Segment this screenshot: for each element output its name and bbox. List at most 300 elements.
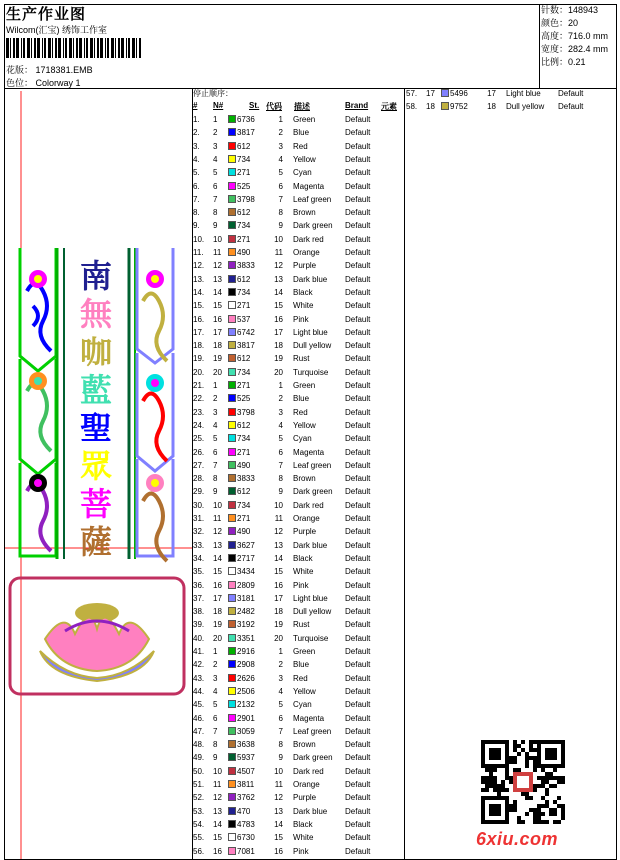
color-swatch xyxy=(228,394,236,402)
cell-st: 490 xyxy=(237,248,251,257)
cell-code: 14 xyxy=(274,287,283,297)
table-row xyxy=(193,381,408,394)
cell-num: 5 xyxy=(213,700,218,710)
cell-brand: Default xyxy=(345,846,371,856)
table-row xyxy=(193,620,408,633)
cell-desc: Magenta xyxy=(293,181,325,191)
table-row xyxy=(193,421,408,434)
cell-st: 271 xyxy=(237,447,251,457)
cell-seq: 10. xyxy=(193,234,205,244)
cell-st: 734 xyxy=(237,434,251,444)
cell-brand: Default xyxy=(345,115,371,124)
table-row xyxy=(193,700,408,713)
cell-code: 3 xyxy=(278,673,283,683)
cell-st: 470 xyxy=(237,806,251,816)
cell-desc: Magenta xyxy=(293,713,325,723)
cell-num: 14 xyxy=(213,819,222,829)
color-swatch xyxy=(228,248,236,256)
cell-num: 18 xyxy=(213,341,222,351)
cell-code: 8 xyxy=(278,474,283,484)
cell-brand: Default xyxy=(345,381,371,390)
cell-num: 6 xyxy=(213,713,218,723)
cell-num: 4 xyxy=(213,686,218,696)
table-row xyxy=(193,740,408,753)
cell-desc: Yellow xyxy=(293,154,316,164)
design-value: 1718381.EMB xyxy=(35,65,93,75)
design-label: 花版 xyxy=(6,65,25,75)
col-seq: # xyxy=(193,101,198,110)
site-watermark: 6xiu.com xyxy=(476,829,559,849)
cell-seq: 58. xyxy=(406,102,418,112)
cell-code: 3 xyxy=(278,407,283,417)
cell-st: 4507 xyxy=(237,766,255,776)
cell-num: 17 xyxy=(213,593,222,603)
table-row xyxy=(193,674,408,687)
table-row xyxy=(193,288,408,301)
table-row xyxy=(193,581,408,594)
cell-desc: Black xyxy=(293,287,313,297)
cell-desc: Dull yellow xyxy=(293,341,332,351)
cell-brand: Default xyxy=(345,673,371,683)
cell-num: 12 xyxy=(213,793,222,803)
cell-num: 7 xyxy=(213,194,218,204)
cell-brand: Default xyxy=(345,354,371,364)
cell-code: 13 xyxy=(274,540,283,550)
color-swatch xyxy=(228,660,236,668)
col-code: 代码 xyxy=(266,102,282,111)
cell-code: 20 xyxy=(274,367,283,377)
cell-st: 734 xyxy=(237,287,251,297)
table-row xyxy=(193,714,408,727)
page-title: 生产作业图 xyxy=(6,6,87,23)
cell-num: 11 xyxy=(213,248,222,257)
col-brand: Brand xyxy=(345,101,369,110)
cell-code: 16 xyxy=(274,580,283,590)
cell-desc: Blue xyxy=(293,394,310,404)
cell-desc: White xyxy=(293,833,314,843)
cell-brand: Default xyxy=(345,128,371,138)
cell-code: 9 xyxy=(278,753,283,763)
cell-seq: 41. xyxy=(193,647,205,656)
cell-brand: Default xyxy=(345,181,371,191)
color-swatch xyxy=(228,408,236,416)
color-swatch xyxy=(228,687,236,695)
cell-brand: Default xyxy=(345,420,371,430)
color-swatch xyxy=(228,474,236,482)
cell-brand: Default xyxy=(345,620,371,630)
cell-st: 3627 xyxy=(237,540,255,550)
colorway-label: 色位 xyxy=(6,78,25,88)
cell-desc: Dull yellow xyxy=(293,607,332,617)
cell-desc: Orange xyxy=(293,780,320,789)
cell-seq: 12. xyxy=(193,261,205,271)
color-swatch xyxy=(228,275,236,283)
cell-st: 2908 xyxy=(237,660,255,670)
table-row xyxy=(193,527,408,540)
cell-brand: Default xyxy=(345,540,371,550)
cell-brand: Default xyxy=(345,780,371,789)
cell-st: 271 xyxy=(237,234,251,244)
cell-desc: Green xyxy=(293,647,316,656)
lotus-icon xyxy=(40,603,154,681)
cell-num: 8 xyxy=(213,474,218,484)
cell-desc: White xyxy=(293,567,314,577)
color-swatch xyxy=(228,620,236,628)
cell-st: 612 xyxy=(237,487,251,497)
cell-seq: 55. xyxy=(193,833,205,843)
stat-stitches: 针数：148943 xyxy=(541,5,599,15)
cell-num: 16 xyxy=(213,846,222,856)
table-row xyxy=(193,793,408,806)
color-swatch xyxy=(228,434,236,442)
cell-desc: Dark blue xyxy=(293,806,328,816)
cell-code: 18 xyxy=(274,607,283,617)
table-row xyxy=(193,315,408,328)
cell-desc: Dark green xyxy=(293,753,333,763)
table-row xyxy=(193,182,408,195)
cell-desc: Turquoise xyxy=(293,633,329,643)
cell-code: 1 xyxy=(278,115,283,124)
cell-seq: 3. xyxy=(193,141,200,151)
cell-brand: Default xyxy=(345,367,371,377)
cell-num: 14 xyxy=(213,287,222,297)
cell-st: 6736 xyxy=(237,115,255,124)
cell-st: 3811 xyxy=(237,780,255,789)
cell-desc: Dark blue xyxy=(293,540,328,550)
cell-seq: 7. xyxy=(193,194,200,204)
cell-desc: Red xyxy=(293,673,308,683)
cell-st: 5496 xyxy=(450,89,468,98)
stats-panel xyxy=(541,4,608,69)
color-swatch xyxy=(228,142,236,150)
cell-st: 3059 xyxy=(237,726,255,736)
table-row xyxy=(193,155,408,168)
table-row xyxy=(193,354,408,367)
cell-desc: Dark red xyxy=(293,500,324,510)
cell-code: 4 xyxy=(278,420,283,430)
cell-st: 271 xyxy=(237,168,251,178)
cell-desc: Cyan xyxy=(293,434,312,444)
cell-st: 271 xyxy=(237,381,251,390)
cell-num: 19 xyxy=(213,354,222,364)
cell-num: 3 xyxy=(213,141,218,151)
color-swatch xyxy=(228,315,236,323)
cell-seq: 33. xyxy=(193,540,205,550)
left-banner xyxy=(20,248,56,556)
cell-seq: 47. xyxy=(193,726,205,736)
color-swatch xyxy=(228,567,236,575)
cell-desc: Dark green xyxy=(293,221,333,231)
cell-num: 11 xyxy=(213,514,222,523)
sutra-characters xyxy=(80,257,113,561)
color-swatch xyxy=(228,820,236,828)
cell-code: 19 xyxy=(274,354,283,364)
cell-desc: White xyxy=(293,301,314,311)
cell-desc: Brown xyxy=(293,740,316,750)
cell-code: 11 xyxy=(274,248,283,257)
cell-desc: Yellow xyxy=(293,420,316,430)
table-row xyxy=(193,461,408,474)
cell-num: 18 xyxy=(426,102,435,112)
cell-num: 5 xyxy=(213,434,218,444)
table-row xyxy=(193,634,408,647)
sutra-character: 聖 xyxy=(79,409,113,447)
cell-code: 8 xyxy=(278,208,283,218)
cell-code: 15 xyxy=(274,833,283,843)
cell-num: 10 xyxy=(213,234,222,244)
cell-num: 10 xyxy=(213,500,222,510)
cell-desc: Brown xyxy=(293,474,316,484)
cell-st: 3817 xyxy=(237,128,255,138)
cell-code: 12 xyxy=(274,261,283,271)
cell-seq: 18. xyxy=(193,341,205,351)
cell-num: 2 xyxy=(213,660,218,670)
cell-code: 6 xyxy=(278,447,283,457)
table-row xyxy=(193,687,408,700)
color-swatch xyxy=(228,833,236,841)
cell-st: 612 xyxy=(237,141,251,151)
cell-brand: Default xyxy=(345,553,371,563)
color-swatch xyxy=(228,208,236,216)
cell-brand: Default xyxy=(345,740,371,750)
cell-code: 14 xyxy=(274,819,283,829)
cell-desc: Dark green xyxy=(293,487,333,497)
cell-num: 7 xyxy=(213,726,218,736)
cell-st: 3434 xyxy=(237,567,255,577)
color-swatch xyxy=(228,753,236,761)
cell-num: 3 xyxy=(213,673,218,683)
cell-desc: Leaf green xyxy=(293,726,332,736)
table-row xyxy=(193,341,408,354)
color-swatch xyxy=(228,674,236,682)
cell-num: 6 xyxy=(213,181,218,191)
cell-desc: Brown xyxy=(293,208,316,218)
embroidery-preview xyxy=(5,91,192,859)
cell-code: 19 xyxy=(274,620,283,630)
cell-desc: Yellow xyxy=(293,686,316,696)
cell-code: 16 xyxy=(274,314,283,324)
cell-num: 14 xyxy=(213,553,222,563)
barcode-icon xyxy=(6,38,142,58)
color-swatch xyxy=(228,168,236,176)
cell-desc: Orange xyxy=(293,248,320,257)
color-swatch xyxy=(228,554,236,562)
cell-desc: Purple xyxy=(293,527,317,537)
cell-st: 2717 xyxy=(237,553,255,563)
cell-desc: Blue xyxy=(293,128,310,138)
table-row xyxy=(193,115,408,128)
table-row xyxy=(193,541,408,554)
cell-code: 16 xyxy=(274,846,283,856)
table-row xyxy=(193,554,408,567)
cell-num: 15 xyxy=(213,567,222,577)
cell-st: 490 xyxy=(237,460,251,470)
table-row xyxy=(193,780,408,793)
cell-code: 2 xyxy=(278,394,283,404)
cell-st: 490 xyxy=(237,527,251,537)
cell-num: 8 xyxy=(213,740,218,750)
color-swatch xyxy=(228,793,236,801)
stat-scale: 比例：0.21 xyxy=(541,57,586,67)
col-num: N# xyxy=(213,101,224,110)
cell-code: 9 xyxy=(278,487,283,497)
color-swatch xyxy=(228,288,236,296)
cell-num: 11 xyxy=(213,780,222,789)
cell-seq: 23. xyxy=(193,407,205,417)
cell-code: 18 xyxy=(487,102,496,112)
cell-code: 10 xyxy=(274,234,283,244)
cell-st: 3638 xyxy=(237,740,255,750)
cell-seq: 24. xyxy=(193,420,205,430)
color-swatch xyxy=(228,421,236,429)
cell-num: 12 xyxy=(213,261,222,271)
cell-brand: Default xyxy=(345,833,371,843)
color-swatch xyxy=(228,541,236,549)
cell-st: 7081 xyxy=(237,846,255,856)
cell-brand: Default xyxy=(345,713,371,723)
cell-brand: Default xyxy=(345,633,371,643)
sutra-character: 咖 xyxy=(79,333,113,371)
cell-brand: Default xyxy=(345,141,371,151)
cell-st: 612 xyxy=(237,354,251,364)
cell-code: 15 xyxy=(274,301,283,311)
cell-num: 13 xyxy=(213,274,222,284)
cell-brand: Default xyxy=(345,726,371,736)
cell-brand: Default xyxy=(345,234,371,244)
cell-seq: 21. xyxy=(193,381,205,390)
cell-seq: 16. xyxy=(193,314,205,324)
color-swatch xyxy=(228,368,236,376)
cell-code: 9 xyxy=(278,221,283,231)
cell-st: 3762 xyxy=(237,793,255,803)
cell-desc: Pink xyxy=(293,314,309,324)
cell-brand: Default xyxy=(345,168,371,178)
cell-seq: 52. xyxy=(193,793,205,803)
table-row xyxy=(193,847,408,860)
cell-st: 2506 xyxy=(237,686,255,696)
cell-num: 9 xyxy=(213,221,218,231)
cell-brand: Default xyxy=(345,766,371,776)
cell-num: 1 xyxy=(213,115,218,124)
color-swatch xyxy=(441,102,449,110)
table-row xyxy=(193,168,408,181)
cell-num: 19 xyxy=(213,620,222,630)
table-row xyxy=(193,275,408,288)
color-swatch xyxy=(228,700,236,708)
cell-st: 3817 xyxy=(237,341,255,351)
cell-brand: Default xyxy=(345,567,371,577)
color-swatch xyxy=(228,607,236,615)
col-stitches: St. xyxy=(249,101,260,110)
col-element: 元素 xyxy=(381,102,397,111)
cell-seq: 49. xyxy=(193,753,205,763)
cell-brand: Default xyxy=(345,447,371,457)
cell-seq: 57. xyxy=(406,89,418,98)
cell-st: 3798 xyxy=(237,194,255,204)
cell-st: 2809 xyxy=(237,580,255,590)
cell-seq: 28. xyxy=(193,474,205,484)
cell-desc: Green xyxy=(293,381,316,390)
color-swatch xyxy=(441,89,449,97)
cell-st: 6742 xyxy=(237,327,255,337)
table-row xyxy=(193,221,408,234)
cell-num: 9 xyxy=(213,753,218,763)
stats-divider xyxy=(539,4,540,88)
cell-st: 2901 xyxy=(237,713,255,723)
cell-brand: Default xyxy=(345,194,371,204)
cell-desc: Light blue xyxy=(293,327,328,337)
table-row xyxy=(193,408,408,421)
cell-brand: Default xyxy=(345,460,371,470)
cell-brand: Default xyxy=(345,806,371,816)
table-row xyxy=(193,301,408,314)
cell-code: 10 xyxy=(274,500,283,510)
cell-brand: Default xyxy=(345,686,371,696)
cell-num: 10 xyxy=(213,766,222,776)
cell-seq: 32. xyxy=(193,527,205,537)
cell-brand: Default xyxy=(345,407,371,417)
table-row xyxy=(193,394,408,407)
table-row xyxy=(193,514,408,527)
stat-width: 宽度：282.4 mm xyxy=(541,44,609,54)
cell-st: 2482 xyxy=(237,607,255,617)
cell-brand: Default xyxy=(345,753,371,763)
color-swatch xyxy=(228,780,236,788)
cell-st: 612 xyxy=(237,208,251,218)
cell-num: 16 xyxy=(213,314,222,324)
cell-seq: 8. xyxy=(193,208,200,218)
color-swatch xyxy=(228,381,236,389)
cell-num: 5 xyxy=(213,168,218,178)
cell-seq: 4. xyxy=(193,154,200,164)
cell-brand: Default xyxy=(345,154,371,164)
cell-st: 2916 xyxy=(237,647,255,656)
cell-num: 20 xyxy=(213,367,222,377)
table-row xyxy=(193,594,408,607)
cell-brand: Default xyxy=(558,89,584,98)
cell-code: 7 xyxy=(278,726,283,736)
color-swatch xyxy=(228,448,236,456)
cell-brand: Default xyxy=(345,261,371,271)
table-row xyxy=(193,487,408,500)
stop-sequence-label: 停止顺序： xyxy=(193,89,233,98)
cell-st: 612 xyxy=(237,274,251,284)
color-swatch xyxy=(228,221,236,229)
cell-num: 8 xyxy=(213,208,218,218)
sutra-character: 眾 xyxy=(79,447,113,485)
stat-height: 高度：716.0 mm xyxy=(541,31,609,41)
cell-st: 271 xyxy=(237,301,251,311)
stop-sequence-table xyxy=(193,88,403,858)
cell-code: 3 xyxy=(278,141,283,151)
color-swatch xyxy=(228,235,236,243)
cell-seq: 25. xyxy=(193,434,205,444)
color-swatch xyxy=(228,195,236,203)
cell-seq: 5. xyxy=(193,168,200,178)
cell-code: 5 xyxy=(278,700,283,710)
cell-brand: Default xyxy=(345,527,371,537)
cell-num: 15 xyxy=(213,301,222,311)
cell-seq: 34. xyxy=(193,553,205,563)
table-row xyxy=(193,328,408,341)
color-swatch xyxy=(228,647,236,655)
cell-code: 12 xyxy=(274,527,283,537)
color-swatch xyxy=(228,594,236,602)
cell-code: 1 xyxy=(278,647,283,656)
cell-seq: 46. xyxy=(193,713,205,723)
cell-desc: Pink xyxy=(293,846,309,856)
cell-st: 734 xyxy=(237,221,251,231)
